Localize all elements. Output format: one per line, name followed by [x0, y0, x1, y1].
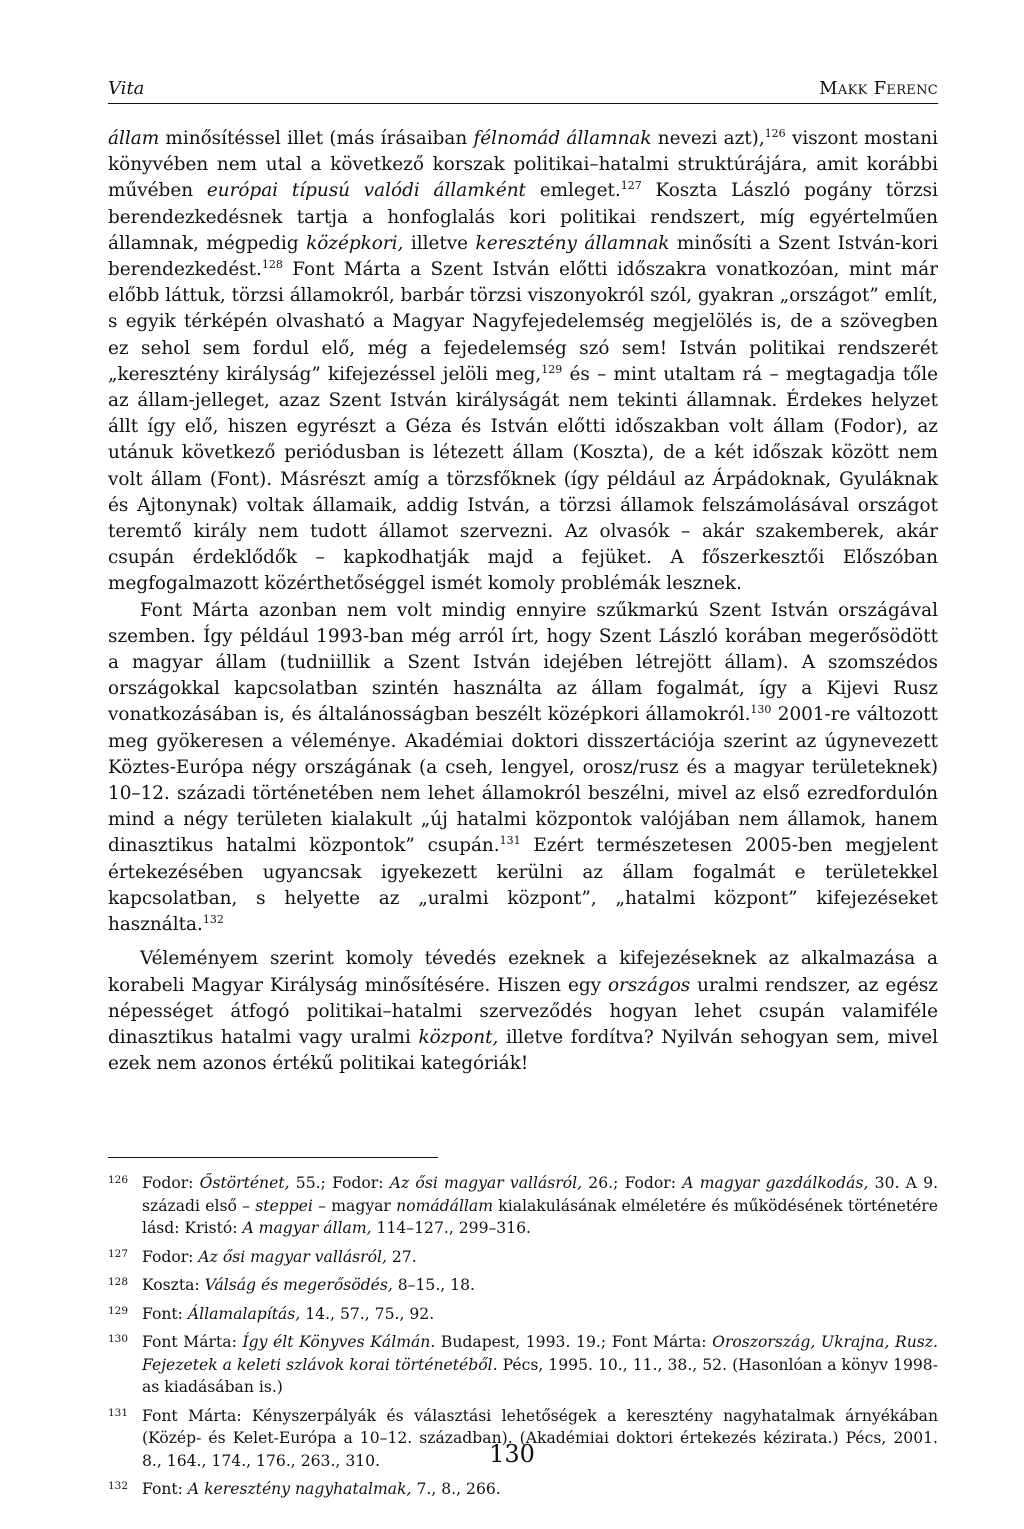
italic-text: steppei: [255, 1196, 313, 1215]
footnote-ref: 131: [499, 834, 521, 848]
text-run: viszont mostani könyvében nem utal a következő korszak politikai–hatalmi struktúrájára, amit korábbi művében: [108, 128, 938, 202]
text-run: illetve: [403, 232, 476, 254]
footnote-ref: 126: [764, 126, 786, 140]
paragraph-1: [108, 126, 938, 598]
text-run: Font Márta:: [142, 1333, 243, 1352]
footnote-128: [108, 1274, 938, 1297]
paragraph-2: [108, 598, 938, 939]
footnote-text: [142, 1274, 938, 1297]
footnote-ref: 132: [202, 912, 224, 926]
text-run: Font Márta azonban nem volt mindig ennyire szűkmarkú Szent István országával szemben. Így például 1993-ban még arról írt, hogy Szent László korában megerősödött a magyar állam (tudniillik a Szent István idejében létrejött állam). A szomszédos országokkal kapcsolatban szintén használta az állam fogalmát, így a Kijevi Rusz vonatkozásában is, és általánosságban beszélt középkori államokról.: [108, 599, 938, 726]
footnote-divider: [108, 1157, 438, 1158]
text-run: emleget.: [525, 180, 621, 202]
footnote-ref: 128: [261, 257, 283, 271]
italic-text: országos: [607, 974, 691, 996]
text-run: 114–127., 299–316.: [371, 1219, 532, 1238]
footnote-text: [142, 1331, 938, 1399]
footnote-129: [108, 1303, 938, 1326]
footnote-126: [108, 1172, 938, 1240]
text-run: Koszta:: [142, 1276, 205, 1295]
italic-text: Az ősi magyar vallásról,: [198, 1247, 387, 1266]
footnote-ref: 130: [750, 703, 772, 717]
italic-text: Így élt Könyves Kálmán.: [242, 1333, 436, 1352]
italic-text: központ,: [418, 1026, 499, 1048]
text-run: 30. A 9. századi első –: [142, 1174, 939, 1215]
text-run: minősíti a Szent István-kori berendezkedést.: [108, 232, 938, 281]
italic-text: európai típusú valódi államként: [206, 180, 526, 202]
footnote-number: 132: [108, 1480, 129, 1493]
text-run: Koszta László pogány törzsi berendezkedésnek tartja a honfoglalás kori politikai rendszert, míg egyértelműen államnak, mégpedig: [108, 180, 938, 254]
italic-text: Válság és megerősödés,: [204, 1276, 393, 1295]
footnote-ref: 127: [620, 179, 642, 193]
text-run: Pécs, 1995. 10., 11., 38., 52. (Hasonlóan a könyv 1998-as kiadásában is.): [142, 1355, 938, 1397]
italic-text: Oroszország, Ukrajna, Rusz. Fejezetek a keleti szlávok korai történetéből.: [142, 1333, 938, 1374]
running-head-section: Vita: [108, 78, 145, 99]
italic-text: A keresztény nagyhatalmak,: [187, 1480, 412, 1499]
footnote-132: [108, 1478, 938, 1501]
italic-text: Őstörténet,: [199, 1174, 290, 1193]
footnote-text: [142, 1303, 938, 1326]
page: [108, 78, 938, 1507]
text-run: 55.; Fodor:: [289, 1174, 390, 1193]
footnote-number: 129: [108, 1304, 129, 1317]
text-run: 8–15., 18.: [392, 1276, 475, 1295]
italic-text: Az ősi magyar vallásról,: [389, 1174, 583, 1193]
text-run: és – mint utaltam rá – megtagadja tőle az állam-jelleget, azaz Szent István királyságát nem tekinti államnak. Érdekes helyzet állt így elő, hiszen egyrészt a Géza és István előtti időszakban volt állam (Fodor), az utánuk következő periódusban is létezett állam (Koszta), de a két időszak között nem volt állam (Font). Másrészt amíg a törzsfőknek (így például az Árpádoknak, Gyuláknak és Ajtonynak) voltak államaik, addig István, a törzsi államok felszámolásával országot teremtő király nem tudott államot szervezni. Az olvasók – akár szakemberek, akár csupán érdeklődők – kapkodhatják majd a fejüket. A főszerkesztői Előszóban megfogalmazott közérthetőséggel ismét komoly problémák lesznek.: [108, 363, 938, 595]
body-text: [108, 126, 938, 1077]
footnote-text: [142, 1246, 938, 1269]
text-run: 26.; Fodor:: [582, 1174, 683, 1193]
text-run: nevezi azt),: [651, 128, 765, 149]
italic-text: állam: [108, 128, 160, 149]
italic-text: keresztény államnak: [475, 232, 670, 254]
footnote-number: 131: [108, 1406, 129, 1419]
running-head-author: Makk Ferenc: [819, 78, 938, 99]
footnote-130: [108, 1331, 938, 1399]
text-run: Font:: [142, 1480, 188, 1499]
footnote-text: [142, 1478, 938, 1501]
text-run: kialakulásának elméletére és működésének történetére lásd: Kristó:: [142, 1196, 938, 1238]
text-run: Font Márta: Kényszerpályák és választási lehetőségek a keresztény nagyhatalmak árnyékában (Közép- és Kelet-Európa a 10–12. században). (Akadémiai doktori értekezés kézirata.) Pécs, 2001. 8., 164., 174., 176., 263., 310.: [142, 1406, 938, 1470]
footnote-number: 128: [108, 1276, 129, 1289]
footnote-127: [108, 1246, 938, 1269]
text-run: – magyar: [312, 1196, 397, 1215]
text-run: Font:: [142, 1304, 188, 1323]
text-run: Ezért természetesen 2005-ben megjelent értekezésében ugyancsak igyekezett kerülni az állam fogalmát e területekkel kapcsolatban, s helyette az „uralmi központ”, „hatalmi központ” kifejezéseket használta.: [108, 835, 938, 936]
text-run: uralmi rendszer, az egész népességet átfogó politikai–hatalmi szerveződés hogyan lehet csupán valamiféle dinasztikus hatalmi vagy uralmi: [108, 974, 938, 1048]
footnote-number: 130: [108, 1333, 129, 1346]
footnote-number: 127: [108, 1247, 129, 1260]
paragraph-3: [108, 946, 938, 1077]
text-run: Font Márta a Szent István előtti időszakra vonatkozóan, mint már előbb láttuk, törzsi államokról, barbár törzsi viszonyokról szól, gyakran „országot” említ, s egyik térképén olvasható a Magyar Nagyfejedelemség megjelölés is, de a szövegben ez sehol sem fordul elő, még a fejedelemség szó sem! István politikai rendszerét „keresztény királyság” kifejezéssel jelöli meg,: [108, 259, 938, 385]
italic-text: A magyar állam,: [242, 1219, 372, 1238]
footnote-number: 126: [108, 1174, 129, 1187]
italic-text: nomádállam: [396, 1196, 494, 1215]
page-number: 130: [489, 1440, 535, 1468]
text-run: illetve fordítva? Nyilván sehogyan sem, mivel ezek nem azonos értékű politikai kategóriák!: [108, 1026, 938, 1075]
text-run: Budapest, 1993. 19.; Font Márta:: [435, 1333, 713, 1352]
italic-text: Államalapítás,: [187, 1304, 301, 1323]
italic-text: félnomád államnak: [473, 128, 652, 149]
text-run: minősítéssel illet (más írásaiban: [159, 128, 474, 149]
text-run: 14., 57., 75., 92.: [300, 1304, 435, 1323]
italic-text: középkori,: [306, 232, 404, 254]
text-run: Fodor:: [142, 1174, 200, 1193]
running-head: [108, 78, 938, 104]
italic-text: A magyar gazdálkodás,: [682, 1174, 869, 1193]
text-run: 2001-re változott meg gyökeresen a véleménye. Akadémiai doktori disszertációja szerint az úgynevezett Köztes-Európa négy országának (a cseh, lengyel, orosz/rusz és a magyar területeknek) 10–12. századi történetében nem lehet államokról beszélni, mivel az első ezredfordulón mind a négy területen kialakult „új hatalmi központok valójában nem államok, hanem dinasztikus hatalmi központok” csupán.: [108, 704, 938, 857]
text-run: Véleményem szerint komoly tévedés ezeknek a kifejezéseknek az alkalmazása a korabeli Magyar Királyság minősítésére. Hiszen egy: [108, 948, 938, 996]
footnote-text: [142, 1172, 938, 1240]
text-run: Fodor:: [142, 1247, 199, 1266]
text-run: 27.: [386, 1247, 417, 1266]
footnote-ref: 129: [541, 362, 563, 376]
text-run: 7., 8., 266.: [411, 1480, 501, 1499]
